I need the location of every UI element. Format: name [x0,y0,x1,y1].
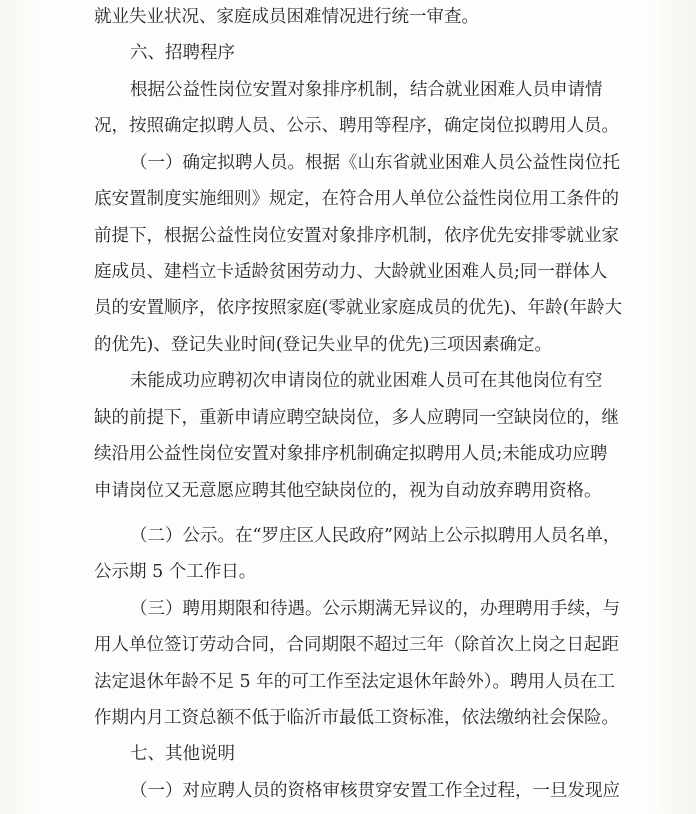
text-line: （二）公示。在“罗庄区人民政府”网站上公示拟聘用人员名单， [130,526,621,546]
text-line: 前提下，根据公益性岗位安置对象排序机制，依序优先安排零就业家 [94,226,619,246]
text-line: 就业失业状况、家庭成员困难情况进行统一审查。 [94,7,479,27]
text-line: 作期内月工资总额不低于临沂市最低工资标准，依法缴纳社会保险。 [94,708,619,728]
text-line: 根据公益性岗位安置对象排序机制，结合就业困难人员申请情 [130,80,603,100]
text-line: 缺的前提下，重新申请应聘空缺岗位，多人应聘同一空缺岗位的，继 [94,408,619,428]
text-line: 申请岗位又无意愿应聘其他空缺岗位的，视为自动放弃聘用资格。 [94,481,602,501]
text-line: 庭成员、建档立卡适龄贫困劳动力、大龄就业困难人员;同一群体人 [94,262,608,282]
text-line: 员的安置顺序，依序按照家庭(零就业家庭成员的优先)、年龄(年龄大 [94,298,622,318]
text-line: 用人单位签订劳动合同，合同期限不超过三年（除首次上岗之日起距 [94,635,619,655]
text-line: 况，按照确定拟聘人员、公示、聘用等程序，确定岗位拟聘用人员。 [94,116,619,136]
text-line: 底安置制度实施细则》规定，在符合用人单位公益性岗位用工条件的 [94,189,619,209]
text-line: 未能成功应聘初次申请岗位的就业困难人员可在其他岗位有空 [130,371,603,391]
section-heading-recruitment-procedure: 六、招聘程序 [130,43,235,63]
section-heading-other-notes: 七、其他说明 [130,744,235,764]
text-line: （三）聘用期限和待遇。公示期满无异议的，办理聘用手续，与 [130,599,620,619]
text-line: 法定退休年龄不足 5 年的可工作至法定退休年龄外）。聘用人员在工 [94,672,616,692]
text-line: （一）对应聘人员的资格审核贯穿安置工作全过程，一旦发现应 [130,781,620,801]
text-line: （一）确定拟聘人员。根据《山东省就业困难人员公益性岗位托 [130,153,620,173]
text-line: 公示期 5 个工作日。 [94,562,257,582]
text-line: 的优先)、登记失业时间(登记失业早的优先)三项因素确定。 [94,335,552,355]
text-line: 续沿用公益性岗位安置对象排序机制确定拟聘用人员;未能成功应聘 [94,444,608,464]
